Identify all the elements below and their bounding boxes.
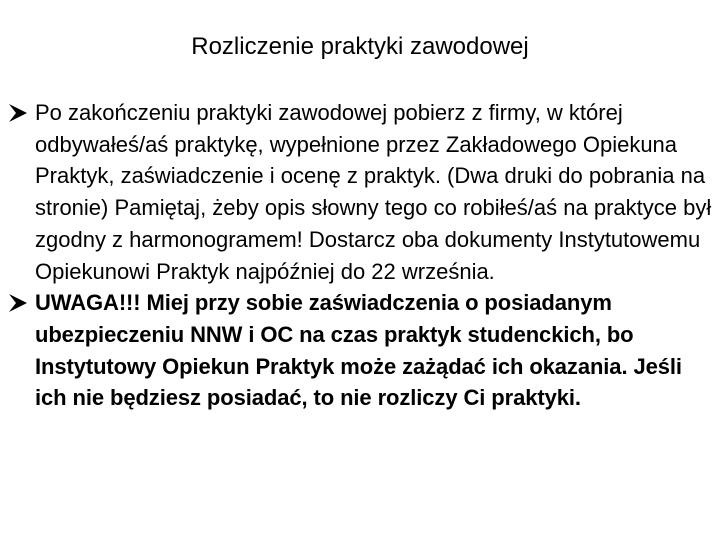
- arrow-bullet-icon: [8, 287, 30, 318]
- bullet-item-settlement: [8, 97, 712, 287]
- arrow-bullet-icon: [8, 97, 30, 128]
- bullet-text: UWAGA!!! Miej przy sobie zaświadczenia o posiadanym ubezpieczeniu NNW i OC na czas praktyk studenckich, bo Instytutowy Opiekun Praktyk może zażądać ich okazania. Jeśli ich nie będziesz posiadać, to nie rozliczy Ci praktyki.: [35, 290, 682, 411]
- slide-title: Rozliczenie praktyki zawodowej: [191, 33, 529, 60]
- slide-content: [8, 97, 712, 414]
- bullet-text: Po zakończeniu praktyki zawodowej pobierz z firmy, w której odbywałeś/aś praktykę, wypełnione przez Zakładowego Opiekuna Praktyk, zaświadczenie i ocenę z praktyk. (Dwa druki do pobrania na stronie) Pamiętaj, żeby opis słowny tego co robiłeś/aś na praktyce był zgodny z harmonogramem! Dostarcz oba dokumenty Instytutowemu Opiekunowi Praktyk najpóźniej do 22 września.: [35, 100, 712, 284]
- bullet-item-warning: [8, 287, 712, 414]
